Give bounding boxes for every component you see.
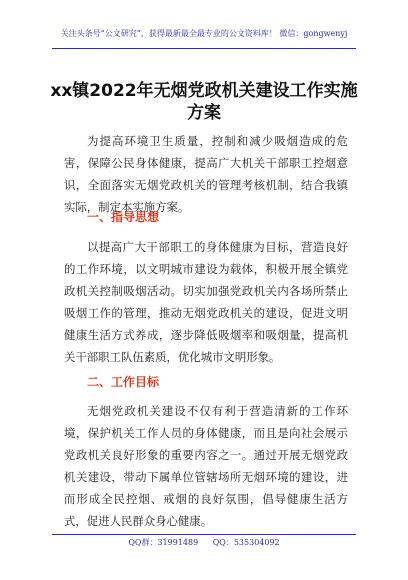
document-title: xx镇2022年无烟党政机关建设工作实施方案 — [50, 81, 358, 123]
header-text: 关注头条号“公文研究”，获得最新最全最专业的公文资料库！ 微信：gongwenyj — [60, 29, 348, 38]
section-heading-work-goals: 二、工作目标 — [87, 375, 160, 389]
page-footer — [52, 534, 356, 549]
section-body-guiding-ideology: 以提高广大干部职工的身体健康为目标，营造良好的工作环境，以文明城市建设为载体，积极开展全镇党政机关控制吸烟活动。切实加强党政机关内各场所禁止吸烟工作的管理，推动无烟党政机关的建设，促进文明健康生活方式养成，逐步降低吸烟率和吸烟量，提高机关干部职工队伍素质，优化城市文明形象。 — [64, 240, 348, 364]
section-heading-guiding-ideology: 一、指导思想 — [87, 210, 160, 224]
footer-qq-number: QQ：535304092 — [212, 538, 280, 547]
intro-paragraph: 为提高环境卫生质量，控制和减少吸烟造成的危害，保障公民身体健康，提高广大机关干部职工控烟意识，全面落实无烟党政机关的管理考核机制，结合我镇实际，制定本实施方案。 — [64, 134, 348, 214]
page-header-banner — [52, 28, 356, 49]
footer-qq-group: QQ群：31991489 — [128, 538, 199, 547]
section-body-work-goals: 无烟党政机关建设不仅有利于营造清新的工作环境，保护机关工作人员的身体健康，而且是向社会展示党政机关良好形象的重要内容之一。通过开展无烟党政机关建设，带动下属单位管辖场所无烟环境的建设，进而形成全民控烟、戒烟的良好氛围，倡导健康生活方式，促进人民群众身心健康。 — [64, 404, 348, 528]
